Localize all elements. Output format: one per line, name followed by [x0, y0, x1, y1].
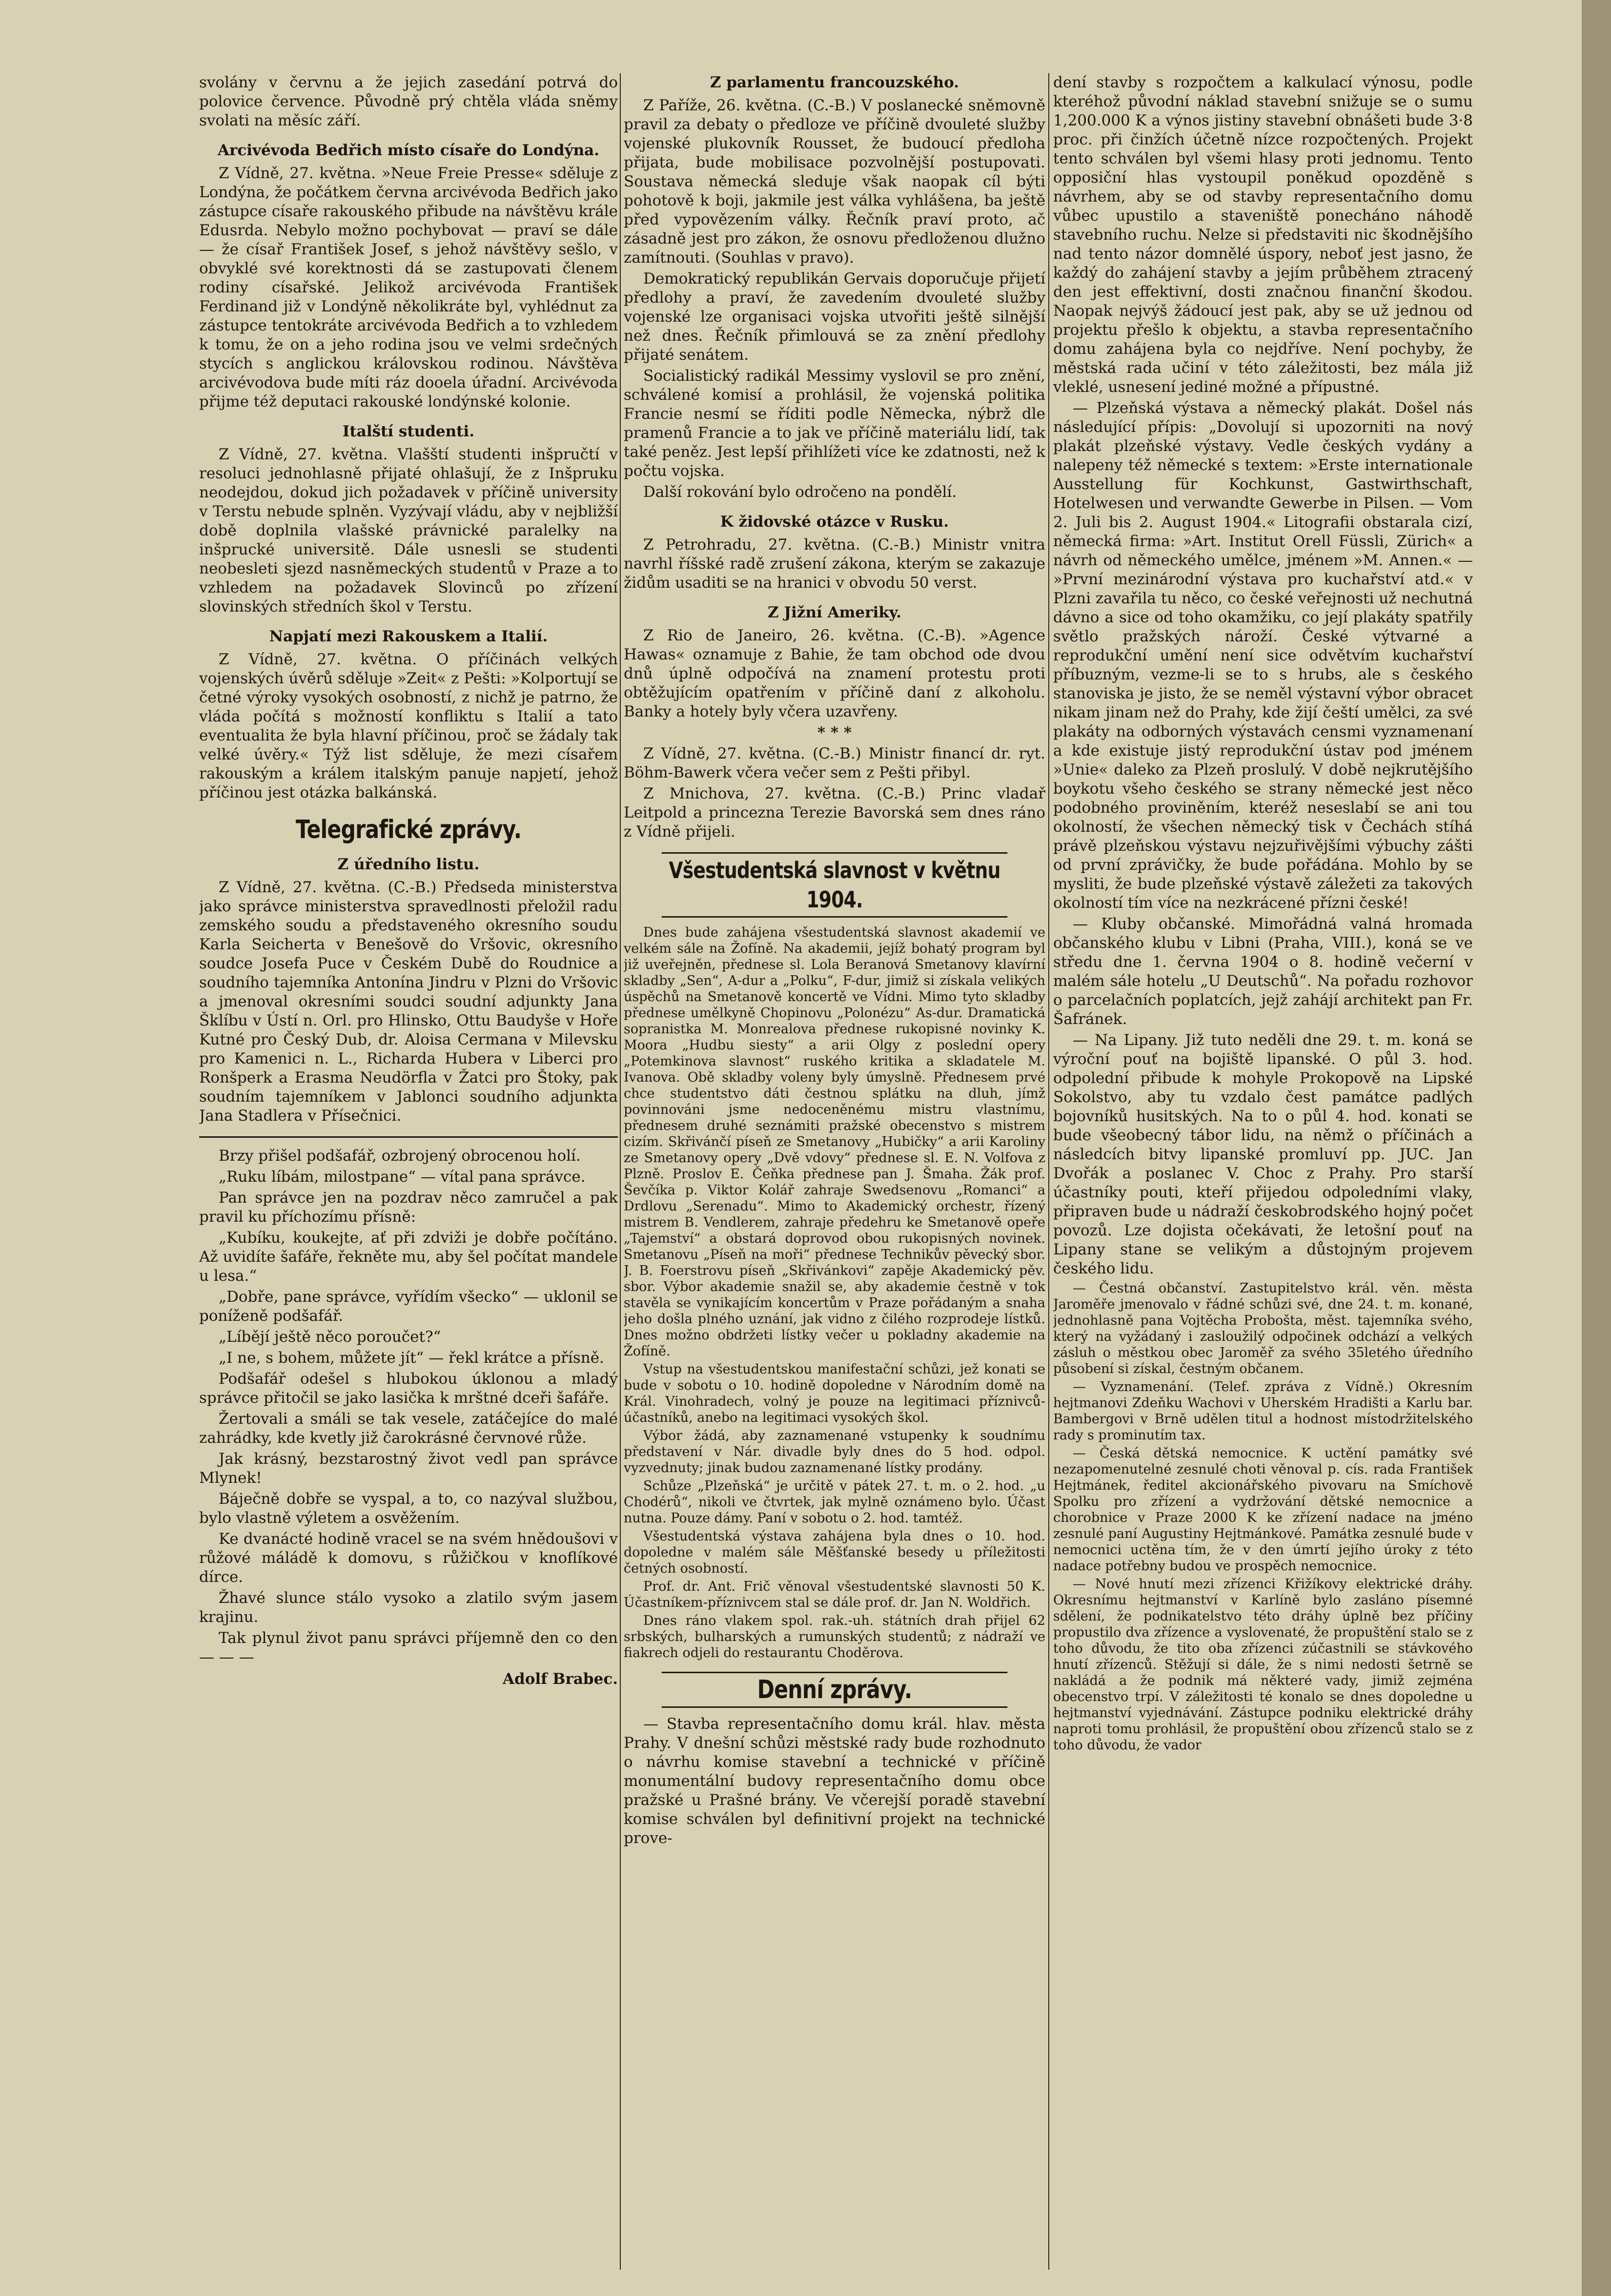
feuilleton-paragraph: Báječně dobře se vyspal, a to, co nazýval službou, bylo vlastně výletem a osvěžením. — [199, 1490, 618, 1527]
headline-parlament: Z parlamentu francouzského. — [710, 74, 959, 91]
column-3 — [1053, 73, 1473, 2279]
headline-amerika: Z Jižní Ameriky. — [768, 604, 901, 621]
section-title-telegraficke: Telegrafické zprávy. — [295, 815, 522, 844]
headline-italsti-studenti: Italští studenti. — [342, 423, 475, 440]
article-obcanstvi: — Čestná občanství. Zastupitelstvo král. věn. města Jaroměře jmenovalo v řádné schůzi své, dne 24. t. m. konané, jednohlasně pana Vojtěcha Proboštа, měst. tajemníka svého, který na vyžádaný i zasloužilý odpočinek odchází a velkých zásluh o městkou obec Jaroměř za svého 35letého úředního působení si získal, čestným občanem. — [1053, 1281, 1473, 1376]
article-slavnost: Vstup na všestudentskou manifestační schůzi, jež konati se bude v sobotu o 10. hodině dopoledne v Národním domě na Král. Vinohradech, volný je pouze na legitimaci příznivců-účastníků, anebo na legitimaci vysokých škol. — [624, 1362, 1045, 1425]
feuilleton-paragraph: Žertovali a smáli se tak vesele, zatáčejíce do malé zahrádky, kde kvetly již čarokrásné červnové růže. — [199, 1410, 618, 1447]
feuilleton-paragraph: Brzy přišel podšafář, ozbrojený obrocenou holí. — [219, 1147, 581, 1165]
feuilleton-paragraph: „I ne, s bohem, můžete jít“ — řekl krátce a přísně. — [219, 1349, 604, 1367]
article-vyznamenani: — Vyznamenání. (Telef. zpráva z Vídně.) Okresním hejtmanovi Zdeňku Wachovi v Uherském Hradišti a Karlu bar. Bambergovi v Brně udělen titul a hodnost místodržitelského rady s prominutím tax. — [1053, 1379, 1473, 1443]
feuilleton-paragraph: „Kubíku, koukejte, ať při zdviži je dobře počítáno. Až uvidíte šafáře, řekněte mu, aby šel počítat mandele u lesa.“ — [199, 1229, 618, 1285]
column-rule — [620, 73, 621, 2270]
section-title-denni-zpravy: Denní zprávy. — [662, 1672, 1007, 1708]
article-slavnost: Schůze „Plzeňská“ je určitě v pátek 27. t. m. o 2. hod. „u Chodérů“, nikoli ve čtvrtek, jak mylně oznámeno bylo. Účast nutna. Pouze dámy. Paní v sobotu o 2. hod. tamtéž. — [624, 1478, 1045, 1526]
article-dalsi: Další rokování bylo odročeno na pondělí. — [643, 483, 957, 501]
article-lipany: — Na Lipany. Již tuto neděli dne 29. t. m. koná se výroční pouť na bojiště lipanské. O půl 3. hod. odpolední přibude k mohyle Prokopově na Lipské Sokolstvo, aby tu vzdalo čest památce padlých bojovníků husitských. Na to o půl 4. hod. konati se bude všeobecný tábor lidu, na němž o příčinách a následcích bitvy lipanské promluví pp. JUC. Jan Dvořák a poslanec V. Choc z Prahy. Pro starší účastníky pouti, kteří přijedou odpoledními vlaky, připraven bude u nádraží českobrodského hojný počet povozů. Lze dojista očekávati, že letošní pouť na Lipany stane se velikým a důstojným projevem českého lidu. — [1053, 1031, 1473, 1277]
feuilleton-paragraph: Žhavé slunce stálo vysoko a zlatilo svým jasem krajinu. — [199, 1589, 618, 1626]
feuilleton-paragraph: Pan správce jen na pozdrav něco zamručel a pak pravil ku příchozímu přísně: — [199, 1189, 618, 1226]
article-bohm: Z Vídně, 27. května. (C.-B.) Ministr financí dr. ryt. Böhm-Bawerk včera večer sem z Pešti přibyl. — [624, 745, 1045, 781]
headline-zidovske: K židovské otázce v Rusku. — [720, 513, 949, 531]
feuilleton-paragraph: Ke dvanácté hodině vracel se na svém hnědoušovi v růžové máládě k domovu, s růžičkou v knoflíkové dírce. — [199, 1530, 618, 1586]
article-italsti-studenti: Z Vídně, 27. května. Vlašští studenti inšpručtí v resoluci jednohlasně přijaté ohlašují, že z Inšpruku neodejdou, dokud jich požadavek v příčině university v Terstu nebude splněn. Vyzývají vládu, aby v nejbližší době doplnila vlašské právnické paralelky na inšprucké universitě. Dále usnesli se studenti neobesleti sjezd nasněmeckých studentů v Praze a to vzhledem na požadavek Slovinců po zřízení slovinských středních škol v Terstu. — [199, 446, 618, 615]
stars-divider: * * * — [817, 724, 852, 741]
article-continuation: svolány v červnu a že jejich zasedání potrvá do polovice července. Původně prý chtěla vláda sněmy svolati na měsíc září. — [199, 74, 618, 129]
feuilleton-paragraph: „Líbějí ještě něco poroučet?“ — [219, 1328, 441, 1346]
column-2 — [624, 73, 1045, 2279]
article-parlament: Z Paříže, 26. května. (C.-B.) V poslanecké sněmovně pravil za debaty o předloze ve příčině dvouleté služby vojenské plukovník Rousset, že budoucí předloha přijata, bude mobilisace pozvolnější postupovati. Soustava německá sleduje však naopak cíl býti pohotově k boji, jakmile jest válka vyhlášena, ba ještě před vypovězením války. Řečník praví proto, ač zásadně jest pro zákon, že osnovu předloženou dlužno zamítnouti. (Souhlas v pravo). — [624, 97, 1045, 266]
column-1 — [199, 73, 618, 2279]
article-amerika: Z Rio de Janeiro, 26. května. (C.-B). »Agence Hawas« oznamuje z Bahie, že tam obchod ode dvou dnů úplně odpočívá na znamení protestu proti obtěžujícím opatřením v příčině daní z alkoholu. Banky a hotely byly včera uzavřeny. — [624, 627, 1045, 720]
article-zidovske: Z Petrohradu, 27. května. (C.-B.) Ministr vnitra navrhl říšské radě zrušení zákona, kterým se zakazuje židům usaditi se na hranici v obvodu 50 verst. — [624, 536, 1045, 592]
article-plakat: — Plzeňská výstava a německý plakát. Došel nás následující přípis: „Dovolují si upozorniti na nový plakát plzeňské výstavy. Vedle českých vydány a nalepeny též německé s textem: »Erste internationale Ausstellung für Kochkunst, Gastwirthschaft, Hotelwesen und verwandte Gewerbe in Pilsen. — Vom 2. Juli bis 2. August 1904.« Litografii obstarala cizí, německá firma: »Art. Institut Orell Füssli, Zürich« a návrh od německého umělce, jménem »M. Annen.« — »První mezinárodní výstava pro kuchařství atd.« v Plzni zavařila tu něco, co české veřejnosti už nechutná dávno a sice od toho okamžiku, co její plakáty spatřily světlo pražských nároží. České výtvarné a reprodukční umění není sice odvětvím kuchařství příbuzným, vezme-li se to s hrubs, ale s českého stanoviska je jisto, že se neměl výstavní výbor obracet nikam jinam než do Prahy, kde žijí čeští umělci, za své plakáty na odborných výstavách censmi vyznamenaní a kde existuje jistý reprodukční ústav pod jménem »Unie« daleko za Plzeň proslulý. V době nejkrutějšího boykotu všeho českého se strany německé jest něco podobného proviněním, kteréž neseslabí se ani tou okolností, že všechen německý tisk v Čechách stíhá právě plzeňskou výstavu nejzuřivějšími výbuchy zášti od první zprávičky, že bude pořádána. Mohlo by se mysliti, že bude plzeňské výstavě záležeti za takových okolností tím více na nezkrácené přízni české! — [1053, 399, 1473, 912]
author-signature: Adolf Brabec. — [503, 1670, 618, 1688]
article-krizik: — Nové hnutí mezi zřízenci Křižíkovy elektrické dráhy. Okresnímu hejtmanství v Karlíně bylo zasláno písemné sdělení, že podnikatelstvo této dráhy úplně bez příčiny propustilo dva zřízence a vyslovenaté, že propuštění stalo se z toho důvodu, že tito oba zřízenci zúčastnili se stávkového hnutí zřízenců. Stěžují si dále, že s nimi nedosti šetrně se nakládá a že podnik má některé vady, jimiž zejména obecenstvo trpí. V záležitosti té konalo se dnes dopoledne u hejtmanství vyjednávání. Zástupce podniku elektrické dráhy naproti tomu prohlásil, že propuštění obou zřízenců stalo se z toho důvodu, že vador — [1053, 1577, 1473, 1753]
article-bedrich: Z Vídně, 27. května. »Neue Freie Presse« sděluje z Londýna, že počátkem června arcivévoda Bedřich jako zástupce císaře rakouského přibude na návštěvu krále Edusrda. Nebylo možno pochybovat — praví se dále — že císař František Josef, s jehož návštěvy sešlo, v obvyklé své korektnosti dá se zastupovati členem rodiny císařské. Jelikož arcivévoda František Ferdinand již v Londýně několikráte byl, vyhlédnut za zástupce tentokráte arcivévoda Bedřich a to vzhledem k tomu, že on a jeho rodina jsou ve velmi srdečných stycích s anglickou královskou rodinou. Návštěva arcivévodova bude míti ráz dooela úřadní. Arcivévoda přijme též deputaci rakouské londýnské kolonie. — [199, 164, 618, 410]
article-slavnost: Dnes ráno vlakem spol. rak.-uh. státních drah přijel 62 srbských, bulharských a rumunských studentů; z nádraží ve fiakrech odjeli do restaurantu Choděrova. — [624, 1613, 1045, 1660]
article-slavnost: Výbor žádá, aby zaznamenané vstupenky k soudnímu představení v Nár. divadle byly dnes do 5 hod. odpol. vyzvednuty; jinak budou zaznamenané lístky prodány. — [624, 1428, 1045, 1476]
headline-bedrich: Arcivévoda Bedřich místo císaře do Londýna. — [217, 142, 600, 159]
article-nemocnice: — Česká dětská nemocnice. K uctění památky své nezapomenutelné zesnulé choti věnoval p. cís. rada František Hejtmánek, ředitel akcionářského pivovaru na Smíchově Spolku pro zřízení a vydržování dětské nemocnice a chorobnice v Praze 2000 K ke zřízení nadace na jméno zesnulé paní Augustiny Hejtmánkové. Památka zesnulé bude v nemocnici uctěna tím, že v den úmrtí jejího úroky z této nadace potřebny budou ve prospěch nemocnice. — [1053, 1446, 1473, 1574]
article-slavnost: Dnes bude zahájena všestudentská slavnost akademií ve velkém sále na Žofíně. Na akademii, jejíž bohatý program byl již uveřejněn, přednese sl. Lola Beranová Smetanovy klavírní skladby „Sen“, A-dur a „Polku“, F-dur, jimiž si získala velikých úspěchů na Smetanově koncertě ve Vídni. Mimo tyto skladby přednese umělkyně Chopinovu „Polonézu“ As-dur. Dramatická sopranistka M. Monrealova přednese rukopisné novinky K. Moora „Hudbu siesty“ a arii Olgy z poslední opery „Potemkinova slavnost“ ruského kritika a skladatele M. Ivanova. Obě skladby voleny byly úmyslně. Přednesem prvé chce studentstvo dáti čestnou splátku na dluh, jímž povinnováni jsme nedoceněnému mistru vlastnímu, přednesem druhé seznámiti pražské obecenstvo s mistrem cizím. Skřivánčí píseň ze Smetanovy „Hubičky“ a arii Karoliny ze Smetanovy opery „Dvě vdovy“ přednese sl. E. N. Volfova z Plzně. Proslov E. Čeňka přednese pan J. Šmaha. Žák prof. Ševčíka p. Viktor Kolář zahraje Swedsenovu „Romanci“ a Drdlovu „Serenadu“. Mimo to Akademický orchestr, řízený mistrem B. Vendlerem, zahraje předehru ke Smetanově opeře „Tajemství“ a obstará doprovod obou rukopisných novinek. Smetanovu „Píseň na moři“ přednese Technikův pěvecký sbor. J. B. Foerstrovu píseň „Skřivánkovi“ zapěje Akademický pěv. sbor. Výbor akademie snažil se, aby akademie čestně v tok stavěla se vynikajícím koncertům v Praze pořádaným a snaha jeho došla plného uznání, jak vidno z čilého rozprodeje lístků. Dnes možno obdržeti lístky večer u pokladny akademie na Žofíně. — [624, 925, 1045, 1359]
article-kluby: — Kluby občanské. Mimořádná valná hromada občanského klubu v Libni (Praha, VIII.), koná se ve středu dne 1. června 1904 o 8. hodině večerní v malém sále hotelu „U Deutschů“. Na pořadu rozhovor o parcelačních poplatcích, jejž zahájí architekt pan Fr. Šafránek. — [1053, 915, 1473, 1028]
article-mnichov: Z Mnichova, 27. května. (C.-B.) Princ vladař Leitpold a princezna Terezie Bavorská sem dnes ráno z Vídně přijeli. — [624, 785, 1045, 840]
feuilleton-paragraph: Tak plynul život panu správci příjemně den co den — — — — [199, 1629, 618, 1666]
feuilleton-paragraph: Jak krásný, bezstarostný život vedl pan správce Mlynek! — [199, 1450, 618, 1487]
column-rule — [1048, 73, 1049, 2270]
feuilleton-divider — [199, 1136, 618, 1138]
article-uredni-list: Z Vídně, 27. května. (C.-B.) Předseda ministerstva jako správce ministerstva spravedlnosti přeložil radu zemského soudu a představeného okresního soudu Karla Seicherta v Benešově do Vršovic, okresního soudce Josefa Puce v Českém Dubě do Roudnice a soudního tajemníka Antonína Jindru v Plzni do Vršovic a jmenoval okresními soudci soudní adjunkty Jana Šklíbu v Ústí n. Orl. pro Hlinsko, Ottu Baudyše v Hoře Kutné pro Český Dub, dr. Aloisa Cermana v Milevsku pro Kamenici n. L., Richarda Hubera v Liberci pro Ronšperk a Erasma Neudörfla v Žatci pro Štoky, pak soudním tajemníkem v Jablonci soudního adjunkta Jana Stadlera v Přísečnici. — [199, 879, 618, 1125]
feuilleton-paragraph: „Ruku líbám, milostpane“ — vítal pana správce. — [219, 1168, 586, 1186]
article-stavba: — Stavba representačního domu král. hlav. města Prahy. V dnešní schůzi městské rady bude rozhodnuto o návrhu komise stavební a technické v příčině monumentální budovy representačního domu obce pražské u Prašné brány. Ve včerejší poradě stavební komise schválen byl definitivní projekt na technické prove- — [624, 1715, 1045, 1847]
article-slavnost: Prof. dr. Ant. Frič věnoval všestudentské slavnosti 50 K. Účastníkem-příznivcem stal se dále prof. dr. Jan N. Woldřich. — [624, 1579, 1045, 1610]
article-napjati: Z Vídně, 27. května. O příčinách velkých vojenských úvěrů sděluje »Zeit« z Pešti: »Kolportují se četné výroky vysokých osobností, z nichž je patrno, že vláda počítá s možností konfliktu s Italií a tato eventualita že byla hlavní příčinou, proč se žádaly tak velké úvěry.« Týž list sděluje, že mezi císařem rakouským a králem italským panuje napjetí, jehož příčinou jest otázka balkánská. — [199, 651, 618, 801]
headline-napjati: Napjatí mezi Rakouskem a Italií. — [269, 628, 548, 645]
section-title-slavnost: Všestudentská slavnost v květnu 1904. — [662, 852, 1007, 918]
article-messimy: Socialistický radikál Messimy vyslovil se pro znění, schválené komisí a prohlásil, že vojenská politika Francie nesmí se říditi podle Německa, nýbrž dle pramenů Francie a to jak ve příčině materiálu lidí, tak také peněz. Jest lepší přihlížeti více ke zdatnosti, než k počtu vojska. — [624, 367, 1045, 480]
article-slavnost: Všestudentská výstava zahájena byla dnes o 10. hod. dopoledne v malém sále Měšťanské besedy u příležitosti četných osobností. — [624, 1529, 1045, 1576]
feuilleton-paragraph: Podšafář odešel s hlubokou úklonou a mladý správce přitočil se jako lasička k mrštné dceři šafáře. — [199, 1370, 618, 1407]
feuilleton-paragraph: „Dobře, pane správce, vyřídím všecko“ — uklonil se poníženě podšafář. — [199, 1288, 618, 1325]
article-gervais: Demokratický republikán Gervais doporučuje přijetí předlohy a praví, že zavedením dvouleté služby vojenské lze organisaci vojska utvořiti ještě silnější než dnes. Řečník přimlouvá se za znění předlohy přijaté senátem. — [624, 270, 1045, 364]
article-stavba-continuation: dení stavby s rozpočtem a kalkulací výnosu, podle kteréhož původní náklad stavební snižuje se o sumu 1,200.000 K a výnos jistiny stavební obnášeti bude 3·8 proc. při činžích účetně nízce rozpočtených. Projekt tento schválen byl všemi hlasy proti jednomu. Tento opposiční hlas vystoupil poněkud opozděně s návrhem, aby se od stavby representačního domu vůbec upustilo a staveniště ponecháno náhodě stavebního ruchu. Nelze si představiti nic škodnějšího nad tento názor domnělé úspory, neboť jest jasno, že každý do zahájení stavby a jejím průběhem ztracený den jest effektivní, dosti značnou finanční škodou. Naopak nejvýš žádoucí jest pak, aby se už jednou od projektu přešlo k objektu, a stavba representačního domu zahájena byla co nejdříve. Není pochyby, že městská rada učiní v této záležitosti, bez mála již vleklé, usnesení jediné možné a přípustné. — [1053, 74, 1473, 396]
headline-uredni-list: Z úředního listu. — [337, 856, 480, 873]
